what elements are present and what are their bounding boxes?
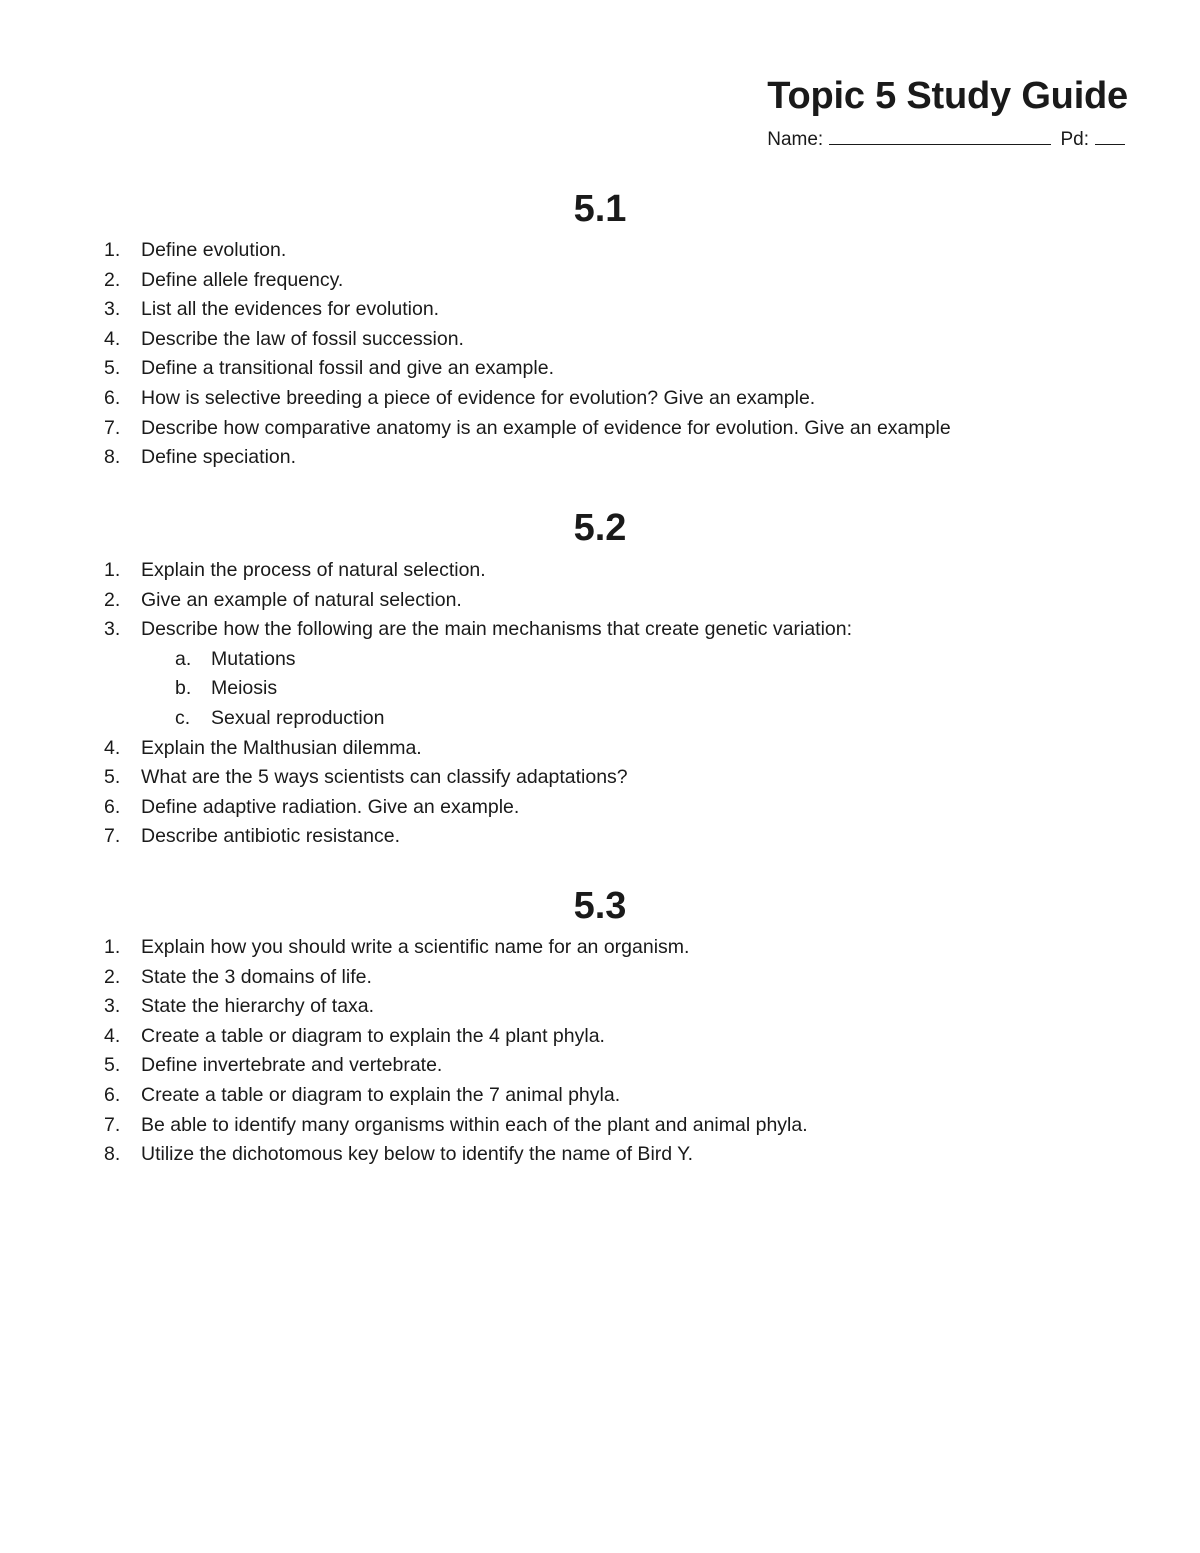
name-period-line [767,126,1128,153]
item-number: 1. [104,239,121,261]
section-heading-5-2: 5.2 [573,507,627,549]
item-text: Explain the Malthusian dilemma. [141,736,422,759]
item-text: Describe how the following are the main mechanisms that create genetic variation: [141,618,853,641]
item-text: Utilize the dichotomous key below to identify the name of Bird Y. [141,1143,694,1166]
list-item [104,793,852,823]
list-item [104,822,852,852]
item-text: What are the 5 ways scientists can classify adaptations? [141,766,628,789]
page-title: Topic 5 Study Guide [767,75,1128,117]
list-item [104,1111,808,1141]
item-text: Be able to identify many organisms within each of the plant and animal phyla. [141,1113,808,1136]
sub-list-item [175,674,852,704]
list-item [104,325,951,355]
list-item [104,414,951,444]
item-text: Define invertebrate and vertebrate. [141,1054,443,1077]
item-number: 3. [104,618,121,641]
question-list-5-1 [104,236,951,473]
item-number: 4. [104,1024,121,1047]
list-item [104,1081,808,1111]
item-text: Create a table or diagram to explain the 7 animal phyla. [141,1083,621,1106]
sub-list-item [175,645,852,675]
list-item [104,1140,808,1170]
section-heading-5-1: 5.1 [573,188,627,230]
item-text: Define a transitional fossil and give an example. [141,357,554,380]
item-number: 4. [104,327,121,350]
item-text: Describe antibiotic resistance. [141,825,401,848]
item-text: Explain how you should write a scientific name for an organism. [141,936,690,958]
item-text: Define allele frequency. [141,268,344,291]
sub-item-text: Meiosis [211,677,278,700]
item-text: How is selective breeding a piece of evidence for evolution? Give an example. [141,386,816,409]
item-number: 7. [104,825,121,848]
item-text: Explain the process of natural selection. [141,559,486,581]
question-list-5-3 [104,933,808,1170]
item-number: 8. [104,1143,121,1166]
item-number: 8. [104,446,121,469]
pd-label: Pd: [1060,129,1090,150]
item-number: 6. [104,795,121,818]
item-number: 2. [104,268,121,291]
item-number: 7. [104,416,121,439]
item-number: 3. [104,995,121,1018]
item-text: State the hierarchy of taxa. [141,995,375,1018]
sub-item-letter: c. [175,706,191,729]
list-item [104,1051,808,1081]
name-label: Name: [767,129,824,150]
item-number: 1. [104,936,121,958]
item-text: Define evolution. [141,239,287,261]
item-text: Describe the law of fossil succession. [141,327,464,350]
list-item [104,1022,808,1052]
list-item [104,763,852,793]
list-item [104,384,951,414]
item-number: 5. [104,766,121,789]
question-list-5-2 [104,556,852,852]
item-text: Give an example of natural selection. [141,588,462,611]
sub-item-text: Mutations [211,647,296,670]
item-number: 3. [104,298,121,321]
list-item [104,992,808,1022]
list-item [104,615,852,733]
item-text: Create a table or diagram to explain the 4 plant phyla. [141,1024,605,1047]
sub-list-item [175,704,852,734]
item-text: Define adaptive radiation. Give an example. [141,795,520,818]
item-number: 7. [104,1113,121,1136]
list-item [104,443,951,473]
sub-list [104,645,852,734]
item-text: State the 3 domains of life. [141,965,372,988]
item-number: 4. [104,736,121,759]
list-item [104,295,951,325]
item-number: 5. [104,1054,121,1077]
list-item [104,734,852,764]
item-number: 6. [104,386,121,409]
item-number: 5. [104,357,121,380]
list-item [104,933,808,963]
list-item [104,236,951,266]
item-number: 1. [104,559,121,581]
list-item [104,586,852,616]
pd-blank [1095,126,1125,145]
sub-item-letter: b. [175,677,192,700]
sub-item-letter: a. [175,647,192,670]
sub-item-text: Sexual reproduction [211,706,385,729]
item-text: Define speciation. [141,446,297,469]
item-number: 2. [104,588,121,611]
item-number: 2. [104,965,121,988]
list-item [104,354,951,384]
item-number: 6. [104,1083,121,1106]
list-item [104,266,951,296]
item-text: List all the evidences for evolution. [141,298,440,321]
list-item [104,963,808,993]
section-heading-5-3: 5.3 [573,885,627,927]
item-text: Describe how comparative anatomy is an example of evidence for evolution. Give an example [141,416,951,439]
list-item [104,556,852,586]
name-blank [829,126,1051,145]
header [767,74,1128,153]
